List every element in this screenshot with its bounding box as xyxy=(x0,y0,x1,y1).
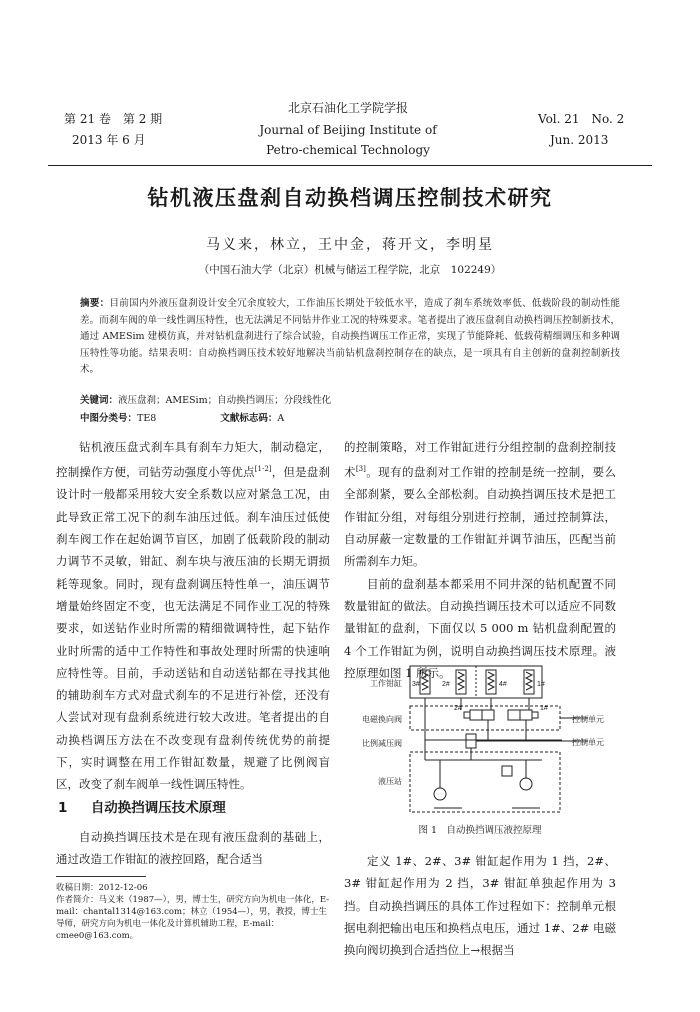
doc-code-value: A xyxy=(277,413,285,424)
abstract xyxy=(80,296,620,379)
journal-volume-issue: 第 21 卷 第 2 期 xyxy=(64,112,163,126)
right-paragraph-2: 目前的盘刹基本都采用不同井深的钻机配置不同数量钳缸的做法。自动换挡调压技术可以适应不同数量钳缸的盘刹，下面仅以 5 000 m 钻机盘刹配置的 4 个工作钳缸为例，说明自动换挡调压技术原理。液控原理如图 1 所示。 xyxy=(344,576,616,680)
fig-label-prop: 比例减压阀 xyxy=(362,739,402,748)
header-rule xyxy=(48,165,652,166)
abstract-label: 摘要： xyxy=(80,298,110,309)
footnote-author-info: 作者简介：马义来（1987—），男，博士生，研究方向为机电一体化，E-mail：chantal1314@163.com；林立（1954—），男，教授，博士生导师，研究方向为机电一体化及计算机辅助工程，E-mail：cmee0@163.com。 xyxy=(56,895,330,941)
cylinder-4 xyxy=(486,670,496,694)
journal-date-cn: 2013 年 6 月 xyxy=(72,133,146,147)
fig-label-v2: 2# xyxy=(454,705,462,712)
keywords-label: 关键词： xyxy=(80,395,119,406)
right-paragraph-1 xyxy=(344,436,616,573)
footnote-rule xyxy=(56,876,146,877)
relief-valve xyxy=(502,766,512,776)
journal-volume-issue-en: Vol. 21 No. 2 xyxy=(538,112,625,126)
fig-label-cylinder: 工作钳缸 xyxy=(370,679,402,688)
right-paragraph-3: 定义 1#、2#、3# 钳缸起作用为 1 挡，2#、3# 钳缸起作用为 2 挡，3# 钳缸单独起作用为 3 挡。自动换挡调压的具体工作过程如下：控制单元根据电刹把输出电压和换档点电压，通过 1#、2# 电磁换向阀切换到合适挡位上→根据当 xyxy=(344,854,616,958)
fig-label-ctrl-2: 控制单元 xyxy=(572,738,604,747)
citation-3: [3] xyxy=(355,465,366,474)
figure-1-caption: 图 1 自动换挡调压液控原理 xyxy=(418,825,542,836)
doc-code-label: 文献标志码： xyxy=(220,413,278,424)
solenoid-valve-1 xyxy=(508,710,538,720)
classification xyxy=(80,410,620,424)
section-heading-1 xyxy=(58,796,226,816)
pump xyxy=(434,788,446,800)
right-column-lower xyxy=(344,850,616,961)
section-title: 自动换挡调压技术原理 xyxy=(90,800,226,816)
footnote-received: 收稿日期：2012-12-06 xyxy=(56,883,148,893)
fig-label-c1: 1# xyxy=(537,681,545,688)
paper-authors: 马义来，林立，王中金，蒋开文，李明星 xyxy=(206,237,494,253)
figure-1-schematic xyxy=(362,660,622,818)
abstract-text: 目前国内外液压盘刹设计安全冗余度较大，工作油压长期处于较低水平，造成了刹车系统效率低、低载阶段的制动性能差。而刹车阀的单一线性调压特性，也无法满足不同钻井作业工况的特殊要求。笔者提出了液压盘刹自动换档调压控制新技术，通过 AMESim 建模仿真，并对钻机盘刹进行了综合试验，自动换挡调压工作正常，实现了节能降耗、低载荷精细调压和多种调压特性等功能。结果表明：自动换档调压技术较好地解决当前钻机盘刹控制存在的缺点，是一项具有自主创新的盘刹控制新技术。 xyxy=(80,298,620,375)
right-p1-rest: 。现有的盘刹对工作钳的控制是统一控制，要么全部刹紧，要么全部松刹。自动换挡调压技术是把工作钳缸分组，对每组分别进行控制，通过控制算法，自动屏蔽一定数量的工作钳缸并调节油压，匹配当前所需刹车力矩。 xyxy=(344,465,617,569)
left-p1-start: 钻机液压盘式刹车具有刹车力矩大，制动稳定，控制操作方便，司钻劳动强度小等优点 xyxy=(56,440,330,480)
cylinder-1 xyxy=(524,670,534,694)
fig-label-c3: 3# xyxy=(412,681,420,688)
clc-label: 中图分类号： xyxy=(80,413,138,424)
journal-name-en-line2: Petro-chemical Technology xyxy=(266,143,430,157)
left-column-section-body xyxy=(56,826,330,871)
clc-value: TE8 xyxy=(137,413,157,424)
footnote xyxy=(56,882,330,942)
right-column-body xyxy=(344,436,616,684)
journal-date-en: Jun. 2013 xyxy=(550,133,609,147)
right-p1-start: 的控制策略，对工作钳缸进行分组控制的盘刹控制技术 xyxy=(344,440,616,480)
cylinder-3 xyxy=(420,670,430,694)
citation-1-2: [1-2] xyxy=(254,465,272,474)
left-column-body xyxy=(56,436,330,796)
proportional-valve xyxy=(466,734,476,748)
journal-name-en-line1: Journal of Beijing Institute of xyxy=(259,123,437,137)
fig-label-c2: 2# xyxy=(442,681,450,688)
left-paragraph-2: 自动换挡调压技术是在现有液压盘刹的基础上，通过改造工作钳缸的液控回路，配合适当 xyxy=(56,830,330,867)
hydraulic-station-box xyxy=(410,752,560,812)
paper-title: 钻机液压盘刹自动换档调压控制技术研究 xyxy=(147,186,553,210)
fig-label-station: 液压站 xyxy=(378,777,402,786)
left-paragraph-1 xyxy=(56,436,330,796)
solenoid-valve-2 xyxy=(464,710,494,720)
accumulator xyxy=(520,778,532,790)
keywords-text: 液压盘刹；AMESim；自动换挡调压；分段线性化 xyxy=(118,395,332,406)
paper-affiliation: （中国石油大学（北京）机械与储运工程学院，北京 102249） xyxy=(198,264,502,276)
cylinder-2 xyxy=(456,670,466,694)
fig-label-c4: 4# xyxy=(499,681,507,688)
left-p1-rest: ，但是盘刹设计时一般都采用较大安全系数以应对紧急工况，由此导致正常工况下的刹车油压过低。刹车油压过低使刹车阀工作在起始调节盲区，加剧了低载阶段的制动力调节不灵敏，钳缸、刹车块与液压油的长期无谓损耗等现象。同时，现有盘刹调压特性单一，油压调节增量始终固定不变，也无法满足不同作业工况的特殊要求，如送钻作业时所需的精细微调特性，起下钻作业时所需的适中工作特性和事故处理时所需的快速响应特性等。目前，手动送钻和自动送钻都在寻找其他的辅助刹车方式对盘式刹车的不足进行补偿，还没有人尝试对现有盘刹系统进行较大改进。笔者提出的自动换档调压方法在不改变现有盘刹传统优势的前提下，实时调整在用工作钳缸数量，规避了比例阀盲区，改变了刹车阀单一线性调压特性。 xyxy=(56,465,331,792)
keywords xyxy=(80,392,620,406)
fig-label-ctrl-1: 控制单元 xyxy=(572,715,604,724)
section-number: 1 xyxy=(58,800,68,816)
journal-name-cn: 北京石油化工学院学报 xyxy=(287,101,408,115)
fig-label-v1: 1# xyxy=(540,705,548,712)
fig-label-valve: 电磁换向阀 xyxy=(362,715,402,724)
